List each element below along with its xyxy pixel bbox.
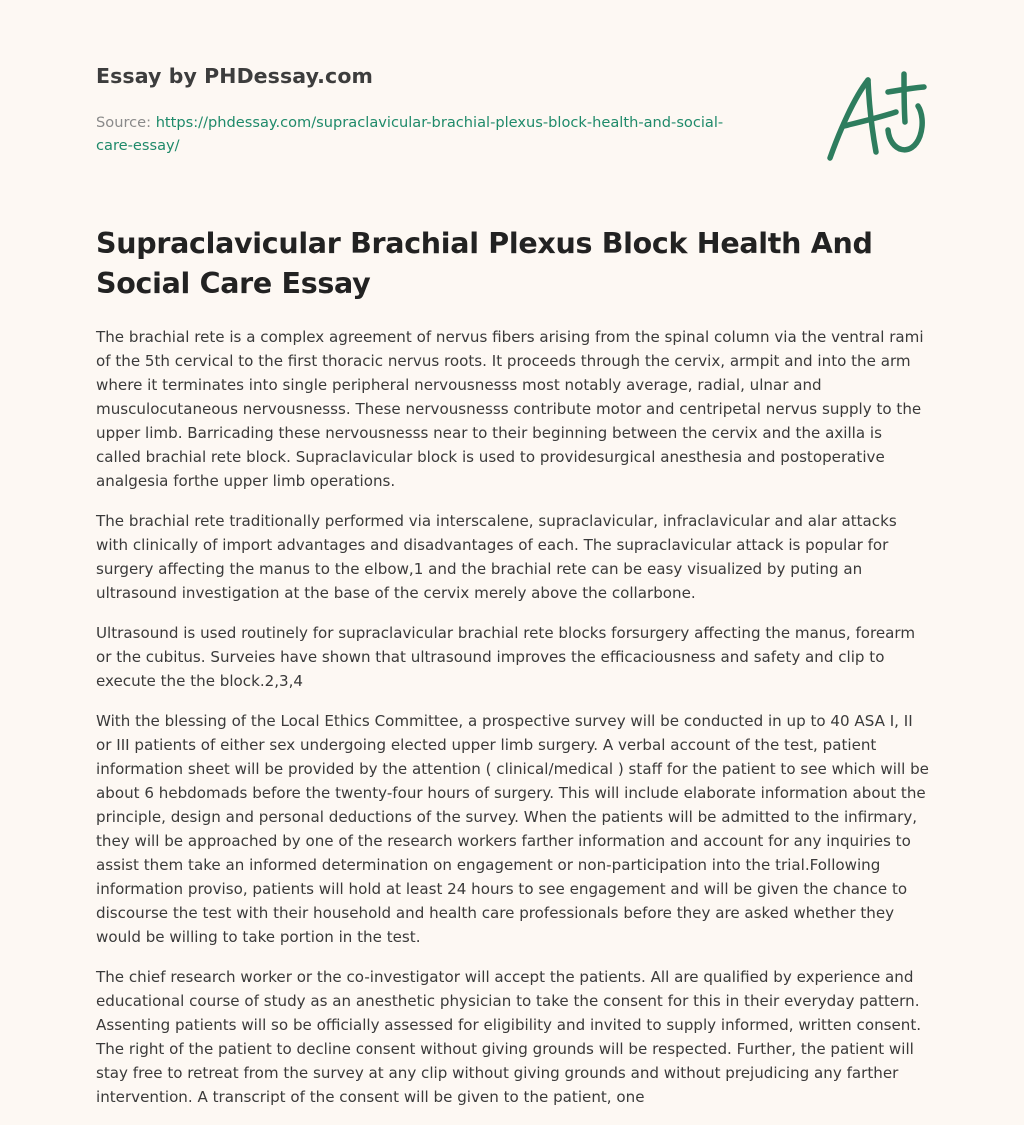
article-paragraph: The chief research worker or the co-investigator will accept the patients. All are qualified by experience and educational course of study as an anesthetic physician to take the consent for this in their everyday pattern. Assenting patients will so be officially assessed for eligibility and invited to supply informed, written consent. The right of the patient to decline consent without giving grounds will be respected. Further, the patient will stay free to retreat from the survey at any clip without giving grounds and without prejudicing any farther intervention. A transcript of the consent will be given to the patient, one [96,968,922,1106]
page-title: Supraclavicular Brachial Plexus Block Health And Social Care Essay [96,227,873,300]
source-link[interactable]: https://phdessay.com/supraclavicular-brachial-plexus-block-health-and-social-care-essay/ [96,114,724,154]
a-plus-grade-icon [820,68,932,168]
article-paragraph: The brachial rete traditionally performed via interscalene, supraclavicular, infraclavicular and alar attacks with clinically of import advantages and disadvantages of each. The supraclavicular attack is popular for surgery affecting the manus to the elbow,1 and the brachial rete can be easy visualized by puting an ultrasound investigation at the base of the cervix merely above the collarbone. [96,512,897,602]
article-body [96,325,930,1125]
source-label: Source: [96,114,156,131]
article-paragraph: With the blessing of the Local Ethics Committee, a prospective survey will be conducted in up to 40 ASA I, II or III patients of either sex undergoing elected upper limb surgery. A verbal account of the test, patient information sheet will be provided by the attention ( clinical/medical ) staff for the patient to see which will be about 6 hebdomads before the twenty-four hours of surgery. This will include elaborate information about the principle, design and personal deductions of the survey. When the patients will be admitted to the infirmary, they will be approached by one of the research workers farther information and account for any inquiries to assist them take an informed determination on engagement or non-participation into the trial.Following information proviso, patients will hold at least 24 hours to see engagement and will be given the chance to discourse the test with their household and health care professionals before they are asked whether they would be willing to take portion in the test. [96,712,929,946]
site-brand: Essay by PHDessay.com [96,64,373,88]
article-paragraph: The brachial rete is a complex agreement of nervus fibers arising from the spinal column via the ventral rami of the 5th cervical to the first thoracic nervus roots. It proceeds through the cervix, armpit and into the arm where it terminates into single peripheral nervousnesss most notably average, radial, ulnar and musculocutaneous nervousnesss. These nervousnesss contribute motor and centripetal nervus supply to the upper limb. Barricading these nervousnesss near to their beginning between the cervix and the axilla is called brachial rete block. Supraclavicular block is used to providesurgical anesthesia and postoperative analgesia forthe upper limb operations. [96,328,924,490]
article-paragraph: Ultrasound is used routinely for supraclavicular brachial rete blocks forsurgery affecting the manus, forearm or the cubitus. Surveies have shown that ultrasound improves the efficaciousness and safety and clip to execute the the block.2,3,4 [96,624,916,690]
source-line [96,111,756,157]
